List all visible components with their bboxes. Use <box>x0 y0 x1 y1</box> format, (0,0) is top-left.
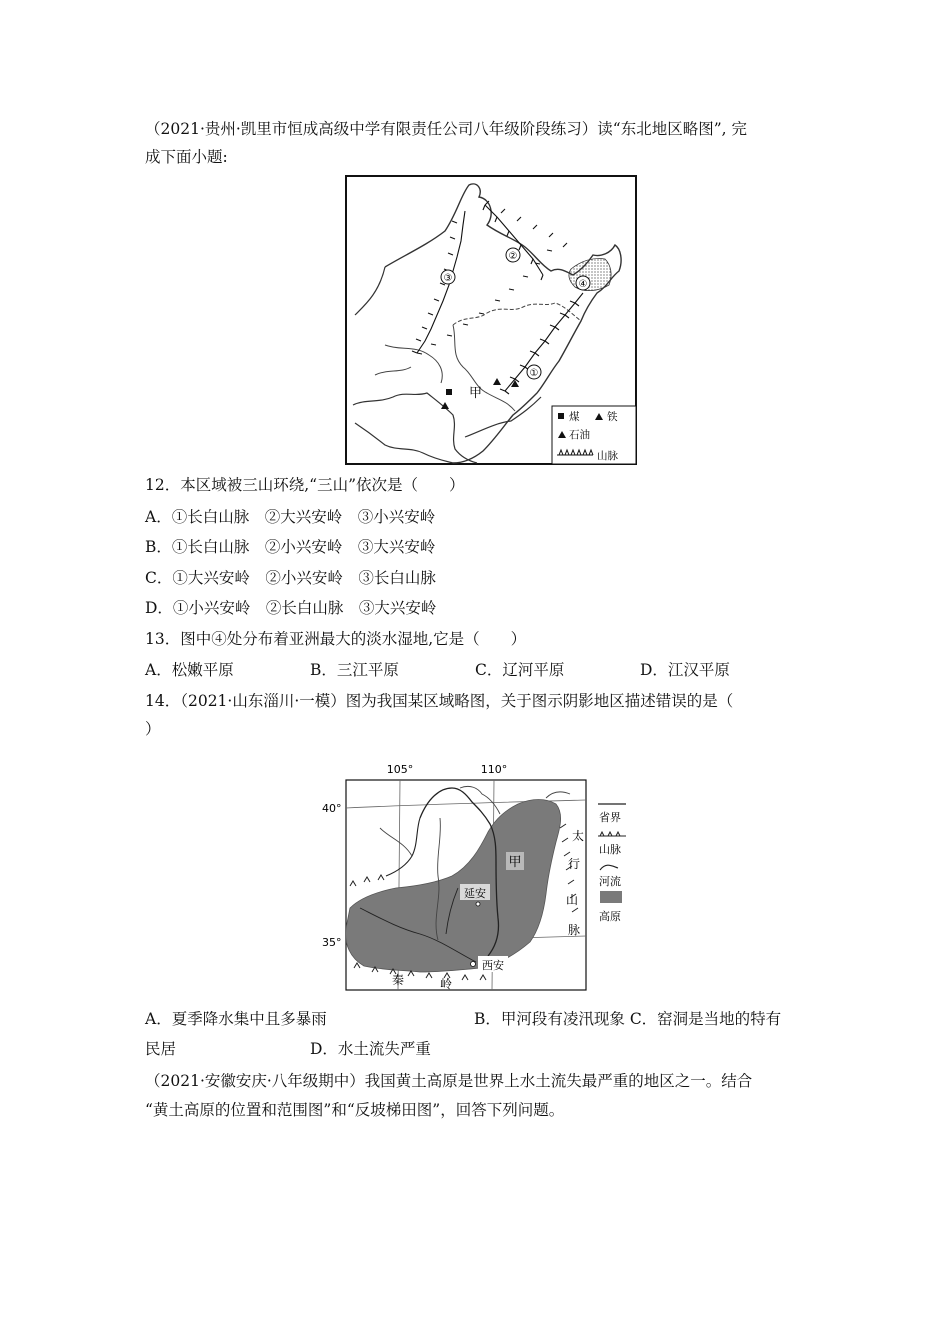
taihang-char-2: 行 <box>567 857 581 871</box>
q13-option-a[interactable]: A．松嫩平原 <box>145 661 234 679</box>
legend-border: 省界 <box>599 811 621 824</box>
intro2-line2: “黄土高原的位置和范围图”和“反坡梯田图”，回答下列问题。 <box>145 1101 565 1119</box>
northeast-map <box>345 175 637 465</box>
coal-symbol <box>446 389 452 395</box>
map1-label-4: ④ <box>578 279 588 290</box>
q14-line1: 14．（2021·山东淄川·一模）图为我国某区域略图，关于图示阴影地区描述错误的是（ <box>145 692 734 710</box>
map1-label-3: ③ <box>443 273 453 284</box>
loess-plateau-map <box>320 758 635 998</box>
legend-coal: 煤 <box>569 411 580 423</box>
legend-iron: 铁 <box>607 411 618 423</box>
map1-label-1: ① <box>529 368 539 379</box>
map2-jia: 甲 <box>508 855 522 870</box>
taihang-char-1: 太 <box>571 829 585 843</box>
qinling-char-2: 岭 <box>439 977 453 991</box>
intro1-line1: （2021·贵州·凯里市恒成高级中学有限责任公司八年级阶段练习）读“东北地区略图”, 完 <box>145 120 748 138</box>
xian-label: 西安 <box>482 959 504 972</box>
qinling-char-1: 秦 <box>391 973 405 987</box>
map1-legend <box>552 406 636 464</box>
q13-option-c[interactable]: C．辽河平原 <box>475 661 565 679</box>
q14-option-a[interactable]: A．夏季降水集中且多暴雨 <box>145 1010 327 1028</box>
legend-oil: 石油 <box>569 429 590 441</box>
taihang-char-4: 脉 <box>567 923 581 937</box>
lat-40: 40° <box>322 802 342 815</box>
lat-35: 35° <box>322 936 342 949</box>
q12-option-b[interactable]: B．①长白山脉 ②小兴安岭 ③大兴安岭 <box>145 538 436 556</box>
yanan-label: 延安 <box>464 887 486 900</box>
lon-110: 110° <box>480 763 508 776</box>
map1-label-2: ② <box>508 251 518 262</box>
lon-105: 105° <box>386 763 414 776</box>
legend-river: 河流 <box>599 875 621 888</box>
q14-line2: ） <box>145 720 161 738</box>
taihang-char-3: 山 <box>565 893 579 907</box>
q14-option-b-c[interactable]: B．甲河段有凌汛现象 C．窑洞是当地的特有 <box>474 1010 782 1028</box>
q13-stem: 13．图中④处分布着亚洲最大的淡水湿地,它是（ ） <box>145 630 527 648</box>
legend-plateau: 高原 <box>599 910 621 923</box>
legend-mountain: 山脉 <box>597 450 618 462</box>
q12-stem: 12．本区域被三山环绕,“三山”依次是（ ） <box>145 476 465 494</box>
q12-option-d[interactable]: D．①小兴安岭 ②长白山脉 ③大兴安岭 <box>145 599 437 617</box>
map2-legend <box>598 804 626 923</box>
legend-mountain-2: 山脉 <box>599 843 621 856</box>
intro2-line1: （2021·安徽安庆·八年级期中）我国黄土高原是世界上水土流失最严重的地区之一。结合 <box>145 1072 753 1090</box>
q13-option-b[interactable]: B．三江平原 <box>310 661 399 679</box>
q13-option-d[interactable]: D．江汉平原 <box>640 661 730 679</box>
q12-option-c[interactable]: C．①大兴安岭 ②小兴安岭 ③长白山脉 <box>145 569 436 587</box>
q14-option-d[interactable]: D．水土流失严重 <box>310 1040 431 1058</box>
intro1-line2: 成下面小题: <box>145 148 228 166</box>
map1-jia: 甲 <box>469 386 483 401</box>
q14-option-c-cont[interactable]: 民居 <box>145 1040 177 1058</box>
q12-option-a[interactable]: A．①长白山脉 ②大兴安岭 ③小兴安岭 <box>145 508 436 526</box>
